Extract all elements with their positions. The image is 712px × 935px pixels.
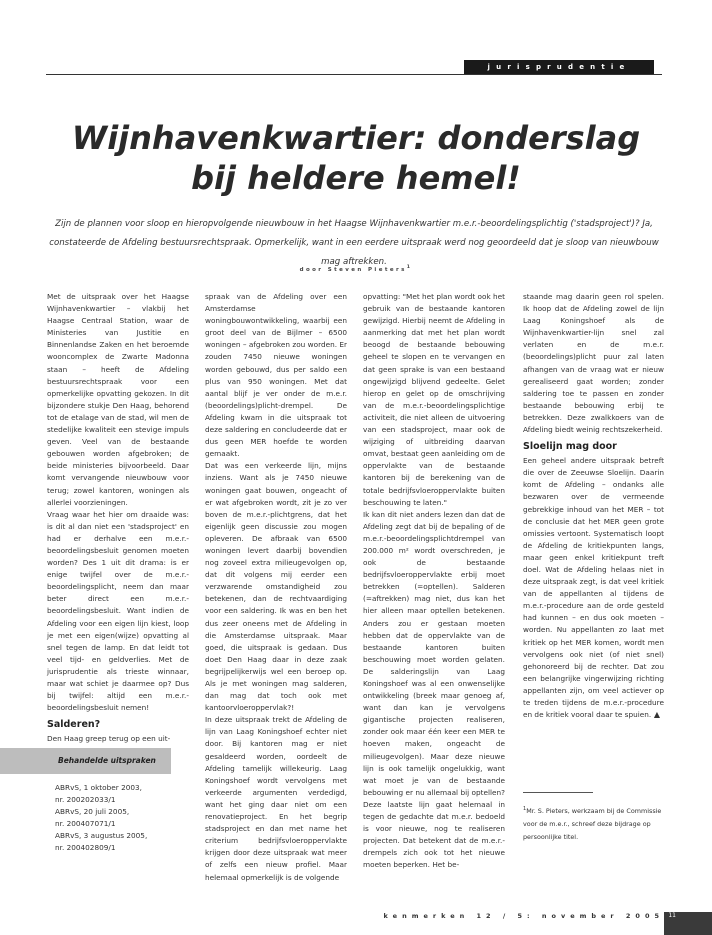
column-3 [363, 291, 505, 872]
paragraph: Vraag waar het hier om draaide was: is dit al dan niet een 'stadsproject' en had er derhalve een m.e.r.-beoordelingsbesluit genomen moeten worden? Des 1 uit dit drama: is er enige twijfel over de m.e.r.-beoordelingsplicht, neem dan maar beter direct een m.e.r.-beoordelingsbesluit. Want indien de Afdeling voor een eigen lijn kiest, loop je met een eigen(wijze) opvatting al snel tegen de lamp. En dat leidt tot veel tijd- en geldverlies. Met de jurisprudentie als trieste winnaar, maar wat schiet je daarmee op? Dus bij twijfel: altijd een m.e.r.-beoordelingsbesluit nemen! [47, 509, 189, 713]
list-item: ABRvS, 3 augustus 2005, [55, 831, 148, 841]
paragraph [523, 455, 664, 721]
list-item: nr. 200407071/1 [55, 819, 116, 829]
section-label: jurisprudentie [464, 60, 654, 74]
paragraph: In deze uitspraak trekt de Afdeling de lijn van Laag Koningshoef echter niet door. Bij kantoren mag er niet gesaldeerd worden, oordeelt de Afdeling tamelijk willekeurig. Laag Koningshoef wordt vervolgens met verkeerde argumenten verdedigd, want het ging daar niet om een renovatieproject. En het begrip stadsproject en dan met name het criterium bedrijfsvloeroppervlakte krijgen door deze uitspraak wat meer of zelfs een nieuw profiel. Maar helemaal opmerkelijk is de volgende [205, 715, 347, 882]
paragraph: spraak van de Afdeling over een Amsterdamse woningbouwontwikkeling, waarbij een groot deel van de Bijlmer – 6500 woningen – afgebroken zou worden. Er zouden 7450 nieuwe woningen worden gebouwd, dus per saldo een plus van 950 woningen. Met dat aantal blijf je ver onder de m.e.r.(beoordelings)plicht-drempel. De Afdeling kwam in die uitspraak tot deze saldering en concludeerde dat er dus geen MER hoefde te worden gemaakt. [205, 292, 347, 459]
column-1 [47, 291, 189, 745]
cases-list [0, 774, 171, 855]
byline-author: door Steven Pieters [299, 266, 407, 273]
section-tab-notch [654, 60, 662, 74]
footnote-divider [523, 792, 593, 793]
title-line-2: bij heldere hemel! [191, 159, 521, 197]
column-4 [523, 291, 664, 721]
top-divider [46, 74, 662, 75]
paragraph: Dat was een verkeerde lijn, mijns inziens. Want als je 7450 nieuwe woningen gaat bouwen, ongeacht of er wat afgebroken wordt, zit je zo ver boven de m.e.r.-plichtgrens, dat het eigenlijk geen discussie zou mogen opleveren. De afbraak van 6500 woningen levert daarbij bovendien nog zoveel extra milieugevolgen op, dat dit volgens mij eerder een verzwarende omstandigheid zou betekenen, dan de rechtvaardiging voor een saldering. Ik was en ben het dus zeer oneens met de Afdeling in die Amsterdamse uitspraak. Maar goed, die uitspraak is gedaan. Dus doet Den Haag daar in deze zaak begrijpelijkerwijs wel een beroep op. Als je met woningen mag salderen, dan mag dat toch ook met kantoorvloeroppervlak?! [205, 461, 347, 713]
list-item: ABRvS, 20 juli 2005, [55, 807, 130, 817]
list-item: ABRvS, 1 oktober 2003, [55, 783, 142, 792]
paragraph: Den Haag greep terug op een uit- [47, 734, 171, 744]
footnote-marker: 1 [523, 806, 527, 812]
footnote-text: Mr. S. Pieters, werkzaam bij de Commissie voor de m.e.r., schreef deze bijdrage op persoonlijke titel. [523, 807, 662, 842]
footnote [523, 803, 664, 844]
paragraph: Met de uitspraak over het Haagse Wijnhavenkwartier – vlakbij het Haagse Centraal Station, waar de Ministeries van Justitie en Binnenlandse Zaken en het beroemde wooncomplex de Zwarte Madonna staan – heeft de Afdeling bestuursrechtspraak voor een opmerkelijke opvatting gekozen. In dit bijzondere stukje Den Haag, behorend tot de etalage van de stad, wil men de stedelijke kwaliteit een stevige impuls geven. Veel van de bestaande gebouwen worden afgebroken; de beide ministeries bijvoorbeeld. Daar komt vervangende nieuwbouw voor terug; zowel kantoren, woningen als allerlei voorzieningen. [47, 292, 189, 507]
column-2 [205, 291, 347, 884]
article-lead: Zijn de plannen voor sloop en hieropvolgende nieuwbouw in het Haagse Wijnhavenkwartier m.e.r.-beoordelingsplichtig ('stadsproject')? Ja, constateerde de Afdeling bestuursrechtspraak. Opmerkelijk, want in een eerdere uitspraak werd nog geoordeeld dat je sloop van nieuwbouw mag aftrekken. [49, 219, 659, 267]
subheading-sloelijn: Sloelijn mag door [523, 441, 617, 453]
list-item: nr. 200402809/1 [55, 843, 116, 853]
subheading-salderen: Salderen? [47, 719, 101, 731]
paragraph: Ik kan dit niet anders lezen dan dat de Afdeling zegt dat bij de bepaling of de m.e.r.-beoordelingsplichtdrempel van 200.000 m² wordt overschreden, je ook de bestaande bedrijfsvloeroppervlakte erbij moet betrekken (=optellen). Salderen (=aftrekken) mag niet, dus kan het hier alleen maar optellen betekenen. Anders zou er gestaan moeten hebben dat de oppervlakte van de bestaande kantoren buiten beschouwing moet worden gelaten. De salderingslijn van Laag Koningshoef was al een onwenselijke ontwikkeling (breek maar genoeg af, want dan kan je vervolgens gigantische projecten realiseren, zonder ook maar één keer een MER te hoeven maken, ongeacht de milieugevolgen). Maar deze nieuwe lijn is ook tamelijk ongelukkig, want wat moet je van de bestaande bebouwing er nu allemaal bij optellen? Deze laatste lijn gaat helemaal in tegen de gedachte dat m.e.r. bedoeld is voor nieuwe, nog te realiseren projecten. Dat betekent dat de m.e.r.-drempels zich ook tot het nieuwe moeten beperken. Het be- [363, 509, 505, 870]
paragraph-text: Een geheel andere uitspraak betreft die over de Zeeuwse Sloelijn. Daarin komt de Afdeling – ondanks alle bezwaren over de vermeende gebrekkige inhoud van het MER – tot de conclusie dat het MER geen grote omissies vertoont. Systematisch loopt de Afdeling de kritiekpunten langs, maar geen enkel kritiekpunt treft doel. Wat de Afdeling helaas niet in deze uitspraak zegt, is dat veel kritiek van de appellanten al tijdens de m.e.r.-procedure aan de orde gesteld had kunnen – en dus ook moeten – worden. Nu appellanten zo laat met kritiek op het MER komen, wordt men vervolgens ook niet (of niet snel) gehonoreerd bij de rechter. Dat zou een belangrijke vingerwijzing richting appellanten zijn, om veel actiever op te treden tijdens de m.e.r.-procedure en de kritiek vooral daar te spuien. [523, 456, 664, 720]
end-mark-icon: ▲ [653, 710, 660, 720]
paragraph: staande mag daarin geen rol spelen. Ik hoop dat de Afdeling zowel de lijn Laag Koningshoef als de Wijnhavenkwartier-lijn snel zal verlaten en de m.e.r.(beoordelings)plicht puur zal laten afhangen van de vraag wat er nieuw gerealiseerd gaat worden; zonder saldering toe te passen en zonder bestaande bebouwing erbij te betrekken. Deze zwalkkoers van de Afdeling biedt weinig rechtszekerheid. [523, 292, 664, 435]
paragraph: opvatting: "Met het plan wordt ook het gebruik van de bestaande kantoren gewijzigd. Hierbij neemt de Afdeling in aanmerking dat met het plan wordt beoogd de bestaande bebouwing geheel te slopen en te vervangen en dat geen sprake is van een bestaand ongewijzigd blijvend gedeelte. Gelet hierop en gelet op de omschrijving van de m.e.r.-beoordelingsplichtige activiteit, die niet alleen de uitvoering van een stadsproject, maar ook de wijziging of uitbreiding daarvan omvat, bestaat geen aanleiding om de oppervlakte van de bestaande kantoren bij de berekening van de totale bedrijfsvloeroppervlakte buiten beschouwing te laten." [363, 292, 505, 507]
title-line-1: Wijnhavenkwartier: donderslag [71, 119, 641, 157]
byline-footnote-marker: 1 [406, 265, 413, 270]
byline [0, 265, 712, 273]
cases-sidebar [0, 748, 171, 855]
sidebar-heading: Behandelde uitspraken [0, 748, 171, 774]
page-number: 11 [668, 912, 676, 919]
list-item: nr. 200202033/1 [55, 795, 116, 805]
article-title [40, 118, 672, 198]
footer-issue: kenmerken 12 / 5: november 2005 [383, 912, 664, 920]
